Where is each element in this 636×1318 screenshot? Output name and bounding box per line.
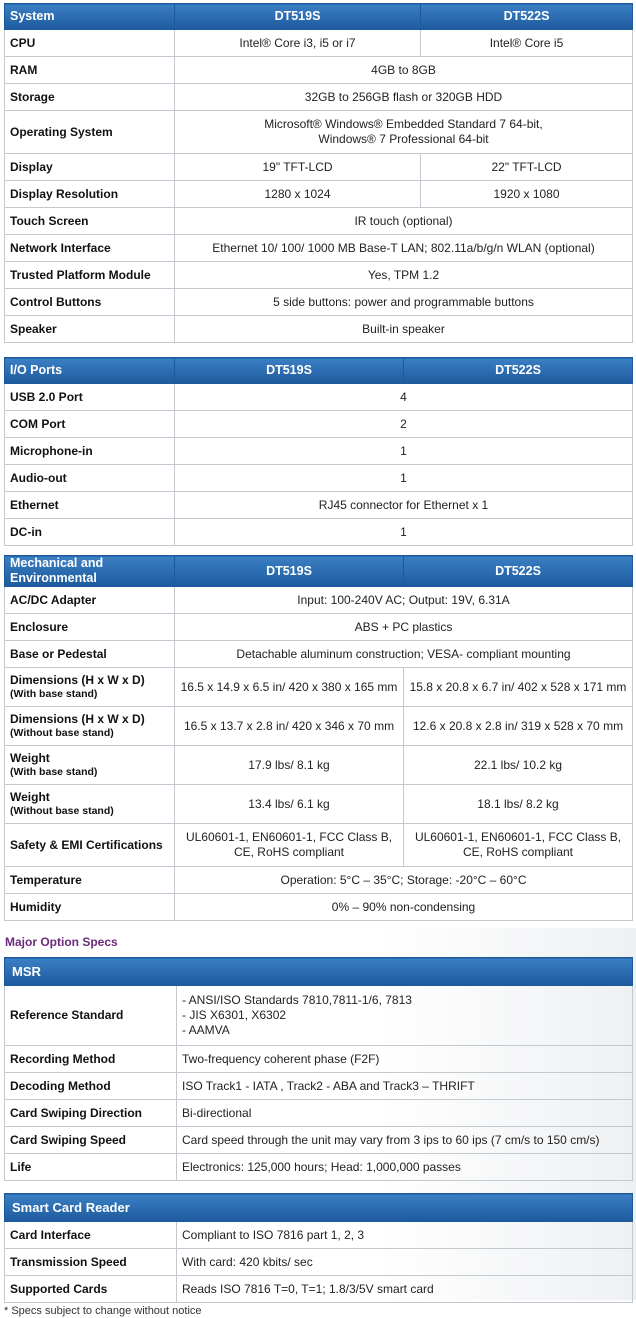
cert-line-2: CE, RoHS compliant	[462, 845, 574, 859]
os-line-2: Windows® 7 Professional 64-bit	[318, 132, 489, 146]
row-label: Microphone-in	[5, 438, 175, 465]
table-row	[5, 84, 633, 111]
table-header-row	[5, 1194, 633, 1222]
cell-value: 0% – 90% non-condensing	[175, 894, 633, 921]
model-header-dt519s: DT519S	[175, 4, 421, 30]
table-row	[5, 785, 633, 824]
row-label: Card Swiping Direction	[5, 1100, 177, 1127]
table-row	[5, 111, 633, 154]
cell-value: 12.6 x 20.8 x 2.8 in/ 319 x 528 x 70 mm	[404, 707, 633, 746]
cell-value: 1920 x 1080	[421, 181, 633, 208]
row-label: Card Swiping Speed	[5, 1127, 177, 1154]
msr-spec-table	[4, 957, 633, 1181]
table-row	[5, 57, 633, 84]
cell-value: 2	[175, 411, 633, 438]
table-row	[5, 30, 633, 57]
row-label: Operating System	[5, 111, 175, 154]
cell-value: 15.8 x 20.8 x 6.7 in/ 402 x 528 x 171 mm	[404, 668, 633, 707]
table-row	[5, 707, 633, 746]
row-label: Speaker	[5, 316, 175, 343]
row-label-main: Dimensions (H x W x D)	[10, 673, 145, 687]
cell-value: RJ45 connector for Ethernet x 1	[175, 492, 633, 519]
row-label	[5, 785, 175, 824]
row-label: Trusted Platform Module	[5, 262, 175, 289]
model-header-dt522s: DT522S	[421, 4, 633, 30]
row-label: Control Buttons	[5, 289, 175, 316]
row-label: CPU	[5, 30, 175, 57]
cell-value: 22.1 lbs/ 10.2 kg	[404, 746, 633, 785]
cert-line-1: UL60601-1, EN60601-1, FCC Class B,	[185, 830, 393, 844]
table-row	[5, 289, 633, 316]
mechanical-spec-table	[4, 555, 633, 921]
table-row	[5, 154, 633, 181]
cell-value: Bi-directional	[177, 1100, 633, 1127]
cert-line-2: CE, RoHS compliant	[233, 845, 345, 859]
cell-value: 1280 x 1024	[175, 181, 421, 208]
section-header-msr: MSR	[5, 958, 633, 986]
cell-value: Yes, TPM 1.2	[175, 262, 633, 289]
section-header-smart-card-reader: Smart Card Reader	[5, 1194, 633, 1222]
cell-value: 17.9 lbs/ 8.1 kg	[175, 746, 404, 785]
cell-value: 1	[175, 519, 633, 546]
table-row	[5, 1046, 633, 1073]
cell-value: 32GB to 256GB flash or 320GB HDD	[175, 84, 633, 111]
model-header-dt522s: DT522S	[404, 358, 633, 384]
table-header-row	[5, 4, 633, 30]
cell-value: Compliant to ISO 7816 part 1, 2, 3	[177, 1222, 633, 1249]
cell-value: 4	[175, 384, 633, 411]
row-label: Card Interface	[5, 1222, 177, 1249]
row-label: Reference Standard	[5, 986, 177, 1046]
table-row	[5, 519, 633, 546]
cell-value: Operation: 5°C – 35°C; Storage: -20°C – 60°C	[175, 867, 633, 894]
table-row	[5, 587, 633, 614]
smart-card-reader-spec-table	[4, 1193, 633, 1303]
table-row	[5, 208, 633, 235]
row-label: Display Resolution	[5, 181, 175, 208]
reference-line-1: - ANSI/ISO Standards 7810,7811-1/6, 7813	[182, 993, 412, 1007]
table-row	[5, 1127, 633, 1154]
row-label: Storage	[5, 84, 175, 111]
row-label: Network Interface	[5, 235, 175, 262]
cell-value: Intel® Core i3, i5 or i7	[175, 30, 421, 57]
cell-value: Reads ISO 7816 T=0, T=1; 1.8/3/5V smart card	[177, 1276, 633, 1303]
cell-value: ABS + PC plastics	[175, 614, 633, 641]
io-ports-spec-table	[4, 357, 633, 546]
row-label-main: Dimensions (H x W x D)	[10, 712, 145, 726]
row-label-main: Weight	[10, 790, 50, 804]
section-header-mechanical: Mechanical and Environmental	[5, 556, 175, 587]
cell-value: With card: 420 kbits/ sec	[177, 1249, 633, 1276]
row-label: Recording Method	[5, 1046, 177, 1073]
table-row	[5, 824, 633, 867]
cell-value: IR touch (optional)	[175, 208, 633, 235]
row-label: Touch Screen	[5, 208, 175, 235]
cell-value: 5 side buttons: power and programmable buttons	[175, 289, 633, 316]
row-label: Base or Pedestal	[5, 641, 175, 668]
table-row	[5, 465, 633, 492]
row-label	[5, 746, 175, 785]
cell-value: 13.4 lbs/ 6.1 kg	[175, 785, 404, 824]
table-row	[5, 1249, 633, 1276]
section-header-system: System	[5, 4, 175, 30]
row-label: Ethernet	[5, 492, 175, 519]
cell-value: Input: 100-240V AC; Output: 19V, 6.31A	[175, 587, 633, 614]
row-label: DC-in	[5, 519, 175, 546]
cell-value: Card speed through the unit may vary from 3 ips to 60 ips (7 cm/s to 150 cm/s)	[177, 1127, 633, 1154]
row-label: COM Port	[5, 411, 175, 438]
footnote: * Specs subject to change without notice	[4, 1305, 202, 1317]
table-row	[5, 746, 633, 785]
cell-value: 18.1 lbs/ 8.2 kg	[404, 785, 633, 824]
row-label-sub: (With base stand)	[10, 688, 98, 700]
row-label: USB 2.0 Port	[5, 384, 175, 411]
row-label: Life	[5, 1154, 177, 1181]
os-line-1: Microsoft® Windows® Embedded Standard 7 64-bit,	[264, 117, 543, 131]
cell-value: ISO Track1 - IATA , Track2 - ABA and Track3 – THRIFT	[177, 1073, 633, 1100]
cell-value: Two-frequency coherent phase (F2F)	[177, 1046, 633, 1073]
row-label: Humidity	[5, 894, 175, 921]
reference-line-2: - JIS X6301, X6302	[182, 1008, 287, 1022]
cell-value: 1	[175, 465, 633, 492]
table-row	[5, 384, 633, 411]
table-row	[5, 1222, 633, 1249]
row-label: Temperature	[5, 867, 175, 894]
table-header-row	[5, 358, 633, 384]
table-row	[5, 235, 633, 262]
row-label: Audio-out	[5, 465, 175, 492]
cert-line-1: UL60601-1, EN60601-1, FCC Class B,	[414, 830, 622, 844]
row-label: Supported Cards	[5, 1276, 177, 1303]
row-label: Transmission Speed	[5, 1249, 177, 1276]
section-header-io-ports: I/O Ports	[5, 358, 175, 384]
cell-value: 4GB to 8GB	[175, 57, 633, 84]
cell-value: 1	[175, 438, 633, 465]
cell-value	[175, 824, 404, 867]
table-row	[5, 262, 633, 289]
table-row	[5, 1100, 633, 1127]
row-label	[5, 707, 175, 746]
cell-value	[175, 111, 633, 154]
row-label: AC/DC Adapter	[5, 587, 175, 614]
cell-value: 22" TFT-LCD	[421, 154, 633, 181]
table-row	[5, 641, 633, 668]
cell-value: Intel® Core i5	[421, 30, 633, 57]
table-row	[5, 986, 633, 1046]
major-option-specs-title: Major Option Specs	[5, 935, 118, 949]
table-row	[5, 411, 633, 438]
table-header-row	[5, 958, 633, 986]
cell-value	[404, 824, 633, 867]
table-row	[5, 181, 633, 208]
row-label: Enclosure	[5, 614, 175, 641]
system-spec-table	[4, 3, 633, 343]
row-label-sub: (With base stand)	[10, 766, 98, 778]
row-label-sub: (Without base stand)	[10, 727, 114, 739]
table-row	[5, 438, 633, 465]
row-label: Decoding Method	[5, 1073, 177, 1100]
table-row	[5, 316, 633, 343]
row-label-main: Weight	[10, 751, 50, 765]
row-label: RAM	[5, 57, 175, 84]
table-row	[5, 492, 633, 519]
model-header-dt519s: DT519S	[175, 556, 404, 587]
cell-value: Electronics: 125,000 hours; Head: 1,000,000 passes	[177, 1154, 633, 1181]
table-row	[5, 894, 633, 921]
cell-value: Detachable aluminum construction; VESA- compliant mounting	[175, 641, 633, 668]
model-header-dt522s: DT522S	[404, 556, 633, 587]
cell-value: 16.5 x 14.9 x 6.5 in/ 420 x 380 x 165 mm	[175, 668, 404, 707]
cell-value: 16.5 x 13.7 x 2.8 in/ 420 x 346 x 70 mm	[175, 707, 404, 746]
reference-line-3: - AAMVA	[182, 1023, 230, 1037]
cell-value: Built-in speaker	[175, 316, 633, 343]
row-label: Safety & EMI Certifications	[5, 824, 175, 867]
row-label-sub: (Without base stand)	[10, 805, 114, 817]
table-row	[5, 668, 633, 707]
table-row	[5, 1276, 633, 1303]
row-label: Display	[5, 154, 175, 181]
cell-value: Ethernet 10/ 100/ 1000 MB Base-T LAN; 802.11a/b/g/n WLAN (optional)	[175, 235, 633, 262]
cell-value	[177, 986, 633, 1046]
model-header-dt519s: DT519S	[175, 358, 404, 384]
table-row	[5, 867, 633, 894]
cell-value: 19" TFT-LCD	[175, 154, 421, 181]
table-row	[5, 614, 633, 641]
table-row	[5, 1073, 633, 1100]
row-label	[5, 668, 175, 707]
table-header-row	[5, 556, 633, 587]
table-row	[5, 1154, 633, 1181]
